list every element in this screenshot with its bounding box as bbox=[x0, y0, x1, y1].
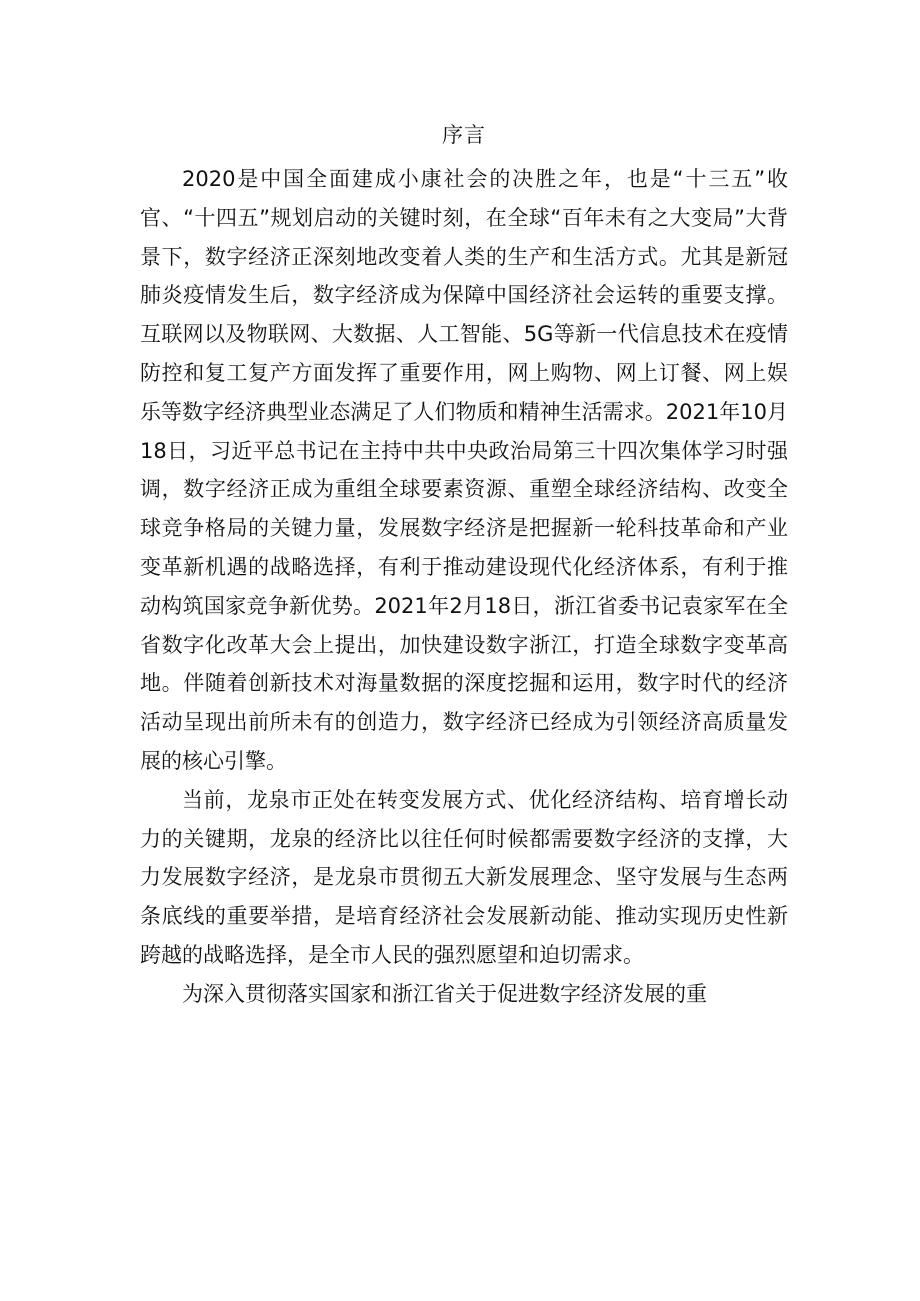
paragraph-3: 为深入贯彻落实国家和浙江省关于促进数字经济发展的重 bbox=[182, 981, 707, 1006]
paragraph-1: 2020是中国全面建成小康社会的决胜之年，也是“十三五”收官、“十四五”规划启动的关键时刻，在全球“百年未有之大变局”大背景下，数字经济正深刻地改变着人类的生产和生活方式。尤其是新冠肺炎疫情发生后，数字经济成为保障中国经济社会运转的重要支撑。互联网以及物联网、大数据、人工智能、5G等新一代信息技术在疫情防控和复工复产方面发挥了重要作用，网上购物、网上订餐、网上娱乐等数字经济典型业态满足了人们物质和精神生活需求。2021年10月18日，习近平总书记在主持中共中央政治局第三十四次集体学习时强调，数字经济正成为重组全球要素资源、重塑全球经济结构、改变全球竞争格局的关键力量，发展数字经济是把握新一轮科技革命和产业变革新机遇的战略选择，有利于推动建设现代化经济体系，有利于推动构筑国家竞争新优势。2021年2月18日，浙江省委书记袁家军在全省数字化改革大会上提出，加快建设数字浙江，打造全球数字变革高地。伴随着创新技术对海量数据的深度挖掘和运用，数字时代的经济活动呈现出前所未有的创造力，数字经济已经成为引领经济高质量发展的核心引擎。 bbox=[140, 167, 788, 773]
paragraph-2: 当前，龙泉市正处在转变发展方式、优化经济结构、培育增长动力的关键期，龙泉的经济比以往任何时候都需要数字经济的支撑，大力发展数字经济，是龙泉市贯彻五大新发展理念、坚守发展与生态两条底线的重要举措，是培育经济社会发展新动能、推动实现历史性新跨越的战略选择，是全市人民的强烈愿望和迫切需求。 bbox=[140, 787, 788, 967]
document-page bbox=[140, 116, 788, 1014]
document-title: 序言 bbox=[442, 123, 486, 147]
